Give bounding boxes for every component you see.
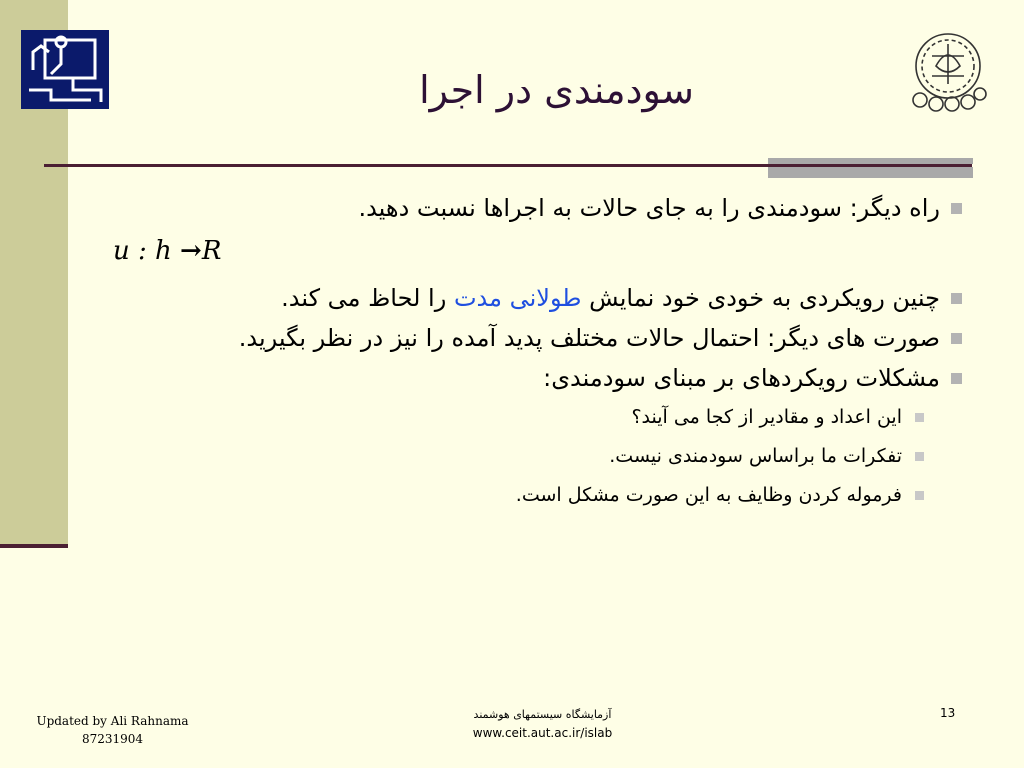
bullet-square-icon — [951, 373, 962, 384]
sub-bullet-square-icon — [915, 413, 924, 422]
page-number: 13 — [940, 706, 956, 720]
bullet-text: مشکلات رویکردهای بر مبنای سودمندی: — [543, 364, 940, 392]
sidebar-bottom-bar — [0, 544, 68, 548]
sub-bullet-text: این اعداد و مقادیر از کجا می آیند؟ — [631, 406, 902, 428]
sub-bullet-item — [182, 398, 924, 437]
formula-rhs: R — [201, 236, 222, 266]
sub-bullet-square-icon — [915, 452, 924, 461]
bullet-text-post: را لحاظ می کند. — [281, 284, 454, 312]
footer-author — [30, 712, 195, 748]
bullet-text-pre: چنین رویکردی به خودی خود نمایش — [581, 284, 940, 312]
title-accent-bar — [768, 158, 973, 178]
arrow-icon: → — [180, 236, 202, 266]
footer-author-id: 87231904 — [81, 732, 144, 746]
footer-lab-url: www.ceit.aut.ac.ir/islab — [472, 726, 613, 740]
footer-lab-name: آزمایشگاه سیستمهای هوشمند — [473, 708, 612, 721]
bullet-list — [182, 188, 962, 515]
lab-logo-icon — [21, 30, 109, 109]
bullet-item — [182, 358, 962, 398]
bullet-square-icon — [951, 293, 962, 304]
highlighted-term: طولانی مدت — [453, 284, 582, 312]
slide-title: سودمندی در اجرا — [419, 68, 694, 112]
bullet-text: راه دیگر: سودمندی را به جای حالات به اجراها نسبت دهید. — [358, 194, 940, 222]
university-logo-icon — [906, 26, 990, 114]
formula-lhs: u : h — [113, 236, 172, 266]
sub-bullet-square-icon — [915, 491, 924, 500]
sub-bullet-text: تفکرات ما براساس سودمندی نیست. — [609, 445, 902, 467]
bullet-text: صورت های دیگر: احتمال حالات مختلف پدید آمده را نیز در نظر بگیرید. — [238, 324, 940, 352]
sub-bullet-text: فرموله کردن وظایف به این صورت مشکل است. — [515, 484, 902, 506]
footer-author-name: Updated by Ali Rahnama — [36, 714, 189, 728]
bullet-item — [182, 318, 962, 358]
bullet-square-icon — [951, 203, 962, 214]
sub-bullet-item — [182, 476, 924, 515]
bullet-item — [182, 278, 962, 318]
sub-bullet-item — [182, 437, 924, 476]
formula-spacer — [182, 228, 962, 278]
footer-lab — [440, 706, 645, 742]
bullet-square-icon — [951, 333, 962, 344]
bullet-item — [182, 188, 962, 228]
title-divider — [44, 164, 972, 167]
